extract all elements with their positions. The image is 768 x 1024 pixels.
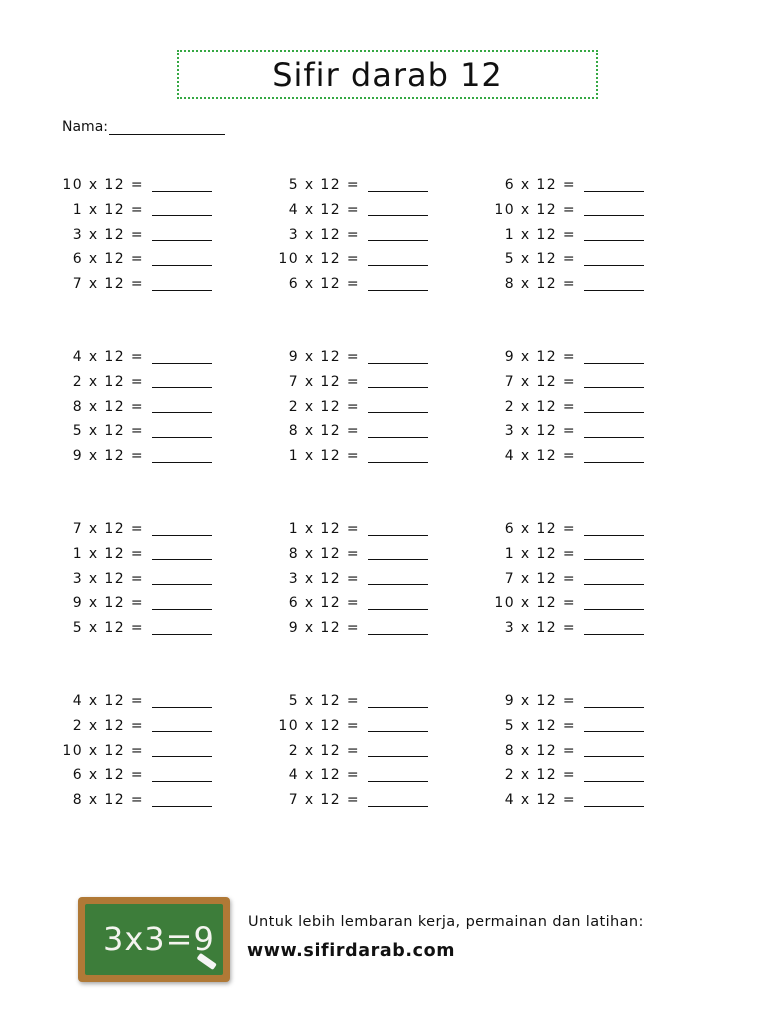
problem-expression: 1 x 12 = xyxy=(504,545,576,562)
problem-row xyxy=(278,569,428,589)
problem-row xyxy=(62,716,212,736)
answer-blank xyxy=(368,523,428,536)
answer-blank xyxy=(152,253,212,266)
answer-blank xyxy=(584,769,644,782)
problem-expression: 4 x 12 = xyxy=(288,201,360,218)
problem-row xyxy=(494,249,644,269)
answer-blank xyxy=(152,425,212,438)
problem-expression: 7 x 12 = xyxy=(72,276,144,293)
problem-expression: 6 x 12 = xyxy=(288,276,360,293)
problem-row xyxy=(278,175,428,195)
problem-row xyxy=(62,175,212,195)
chalkboard-surface xyxy=(85,904,223,975)
problem-row xyxy=(494,225,644,245)
problem-row xyxy=(62,249,212,269)
problem-row xyxy=(62,618,212,638)
problem-row xyxy=(278,347,428,367)
problem-expression: 8 x 12 = xyxy=(72,792,144,809)
problem-expression: 6 x 12 = xyxy=(72,251,144,268)
problem-expression: 10 x 12 = xyxy=(494,595,576,612)
chalk-equation-text: 3x3=9 xyxy=(103,920,215,958)
problem-row xyxy=(494,421,644,441)
chalk-equation xyxy=(85,904,223,975)
problem-row xyxy=(278,519,428,539)
problem-expression: 2 x 12 = xyxy=(504,767,576,784)
problem-row xyxy=(62,544,212,564)
answer-blank xyxy=(368,450,428,463)
problem-row xyxy=(494,741,644,761)
problem-row xyxy=(494,347,644,367)
problem-row xyxy=(278,618,428,638)
answer-blank xyxy=(152,794,212,807)
answer-blank xyxy=(368,400,428,413)
answer-blank xyxy=(368,597,428,610)
problem-row xyxy=(278,421,428,441)
problem-expression: 5 x 12 = xyxy=(504,251,576,268)
answer-blank xyxy=(152,523,212,536)
problem-expression: 10 x 12 = xyxy=(62,177,144,193)
page-title: Sifir darab 12 xyxy=(272,55,503,94)
problem-expression: 9 x 12 = xyxy=(72,595,144,612)
answer-blank xyxy=(584,597,644,610)
problem-expression: 10 x 12 = xyxy=(62,742,144,759)
problem-row xyxy=(278,397,428,417)
answer-blank xyxy=(368,794,428,807)
problem-expression: 9 x 12 = xyxy=(504,349,576,365)
answer-blank xyxy=(584,179,644,192)
answer-blank xyxy=(584,278,644,291)
problem-row xyxy=(62,372,212,392)
answer-blank xyxy=(368,547,428,560)
problem-expression: 5 x 12 = xyxy=(288,693,360,709)
problem-expression: 5 x 12 = xyxy=(72,620,144,637)
problem-expression: 2 x 12 = xyxy=(72,373,144,390)
answer-blank xyxy=(584,695,644,708)
problem-row xyxy=(62,741,212,761)
answer-blank xyxy=(368,228,428,241)
problem-expression: 3 x 12 = xyxy=(72,226,144,243)
problem-row xyxy=(494,446,644,466)
problem-row xyxy=(494,569,644,589)
name-field xyxy=(62,119,225,135)
problem-expression: 6 x 12 = xyxy=(504,521,576,537)
problem-row xyxy=(278,200,428,220)
problem-expression: 7 x 12 = xyxy=(504,373,576,390)
problem-row xyxy=(278,249,428,269)
problem-row xyxy=(62,397,212,417)
answer-blank xyxy=(152,278,212,291)
problem-expression: 3 x 12 = xyxy=(288,570,360,587)
problem-row xyxy=(494,716,644,736)
problem-row xyxy=(278,716,428,736)
problem-row xyxy=(494,175,644,195)
problem-row xyxy=(62,691,212,711)
answer-blank xyxy=(152,719,212,732)
answer-blank xyxy=(152,450,212,463)
answer-blank xyxy=(368,425,428,438)
problem-row xyxy=(62,519,212,539)
problem-row xyxy=(62,421,212,441)
problem-expression: 2 x 12 = xyxy=(288,398,360,415)
answer-blank xyxy=(368,695,428,708)
problem-row xyxy=(62,347,212,367)
answer-blank xyxy=(584,719,644,732)
problem-expression: 8 x 12 = xyxy=(72,398,144,415)
problem-expression: 7 x 12 = xyxy=(504,570,576,587)
problem-row xyxy=(62,569,212,589)
problem-expression: 8 x 12 = xyxy=(504,276,576,293)
chalkboard-icon xyxy=(78,897,230,982)
problem-expression: 8 x 12 = xyxy=(504,742,576,759)
problem-row xyxy=(278,765,428,785)
answer-blank xyxy=(152,203,212,216)
problem-row xyxy=(278,446,428,466)
problem-expression: 4 x 12 = xyxy=(288,767,360,784)
answer-blank xyxy=(368,572,428,585)
problem-row xyxy=(494,691,644,711)
problem-row xyxy=(278,372,428,392)
answer-blank xyxy=(152,400,212,413)
answer-blank xyxy=(584,375,644,388)
answer-blank xyxy=(152,228,212,241)
problem-row xyxy=(278,274,428,294)
answer-blank xyxy=(152,695,212,708)
answer-blank xyxy=(152,375,212,388)
problem-row xyxy=(494,397,644,417)
answer-blank xyxy=(152,597,212,610)
problem-row xyxy=(62,790,212,810)
problem-row xyxy=(494,372,644,392)
problem-row xyxy=(494,790,644,810)
problem-expression: 6 x 12 = xyxy=(288,595,360,612)
answer-blank xyxy=(584,450,644,463)
problem-row xyxy=(62,274,212,294)
problem-row xyxy=(62,765,212,785)
problem-expression: 1 x 12 = xyxy=(504,226,576,243)
problem-expression: 4 x 12 = xyxy=(72,693,144,709)
problem-row xyxy=(494,544,644,564)
problem-expression: 6 x 12 = xyxy=(72,767,144,784)
problem-expression: 10 x 12 = xyxy=(278,251,360,268)
problem-expression: 7 x 12 = xyxy=(288,373,360,390)
problem-expression: 5 x 12 = xyxy=(72,423,144,440)
problem-row xyxy=(494,765,644,785)
problem-row xyxy=(278,691,428,711)
problem-row xyxy=(62,225,212,245)
problem-expression: 3 x 12 = xyxy=(504,423,576,440)
problem-row xyxy=(278,544,428,564)
problem-expression: 10 x 12 = xyxy=(278,717,360,734)
problem-expression: 4 x 12 = xyxy=(72,349,144,365)
answer-blank xyxy=(584,351,644,364)
problem-expression: 3 x 12 = xyxy=(504,620,576,637)
problem-expression: 3 x 12 = xyxy=(72,570,144,587)
problem-expression: 9 x 12 = xyxy=(504,693,576,709)
answer-blank xyxy=(152,179,212,192)
answer-blank xyxy=(368,278,428,291)
answer-blank xyxy=(368,744,428,757)
problem-expression: 9 x 12 = xyxy=(72,448,144,465)
answer-blank xyxy=(584,228,644,241)
answer-blank xyxy=(152,769,212,782)
problem-row xyxy=(494,618,644,638)
problem-expression: 1 x 12 = xyxy=(72,201,144,218)
problem-row xyxy=(494,593,644,613)
footer-url-link[interactable]: www.sifirdarab.com xyxy=(247,941,456,961)
answer-blank xyxy=(584,572,644,585)
problem-expression: 9 x 12 = xyxy=(288,620,360,637)
answer-blank xyxy=(584,547,644,560)
answer-blank xyxy=(368,375,428,388)
answer-blank xyxy=(152,351,212,364)
problem-row xyxy=(278,225,428,245)
problem-expression: 1 x 12 = xyxy=(288,448,360,465)
answer-blank xyxy=(368,622,428,635)
problem-row xyxy=(278,790,428,810)
footer-text: Untuk lebih lembaran kerja, permainan dan latihan: xyxy=(248,914,644,930)
answer-blank xyxy=(152,744,212,757)
problem-row xyxy=(494,274,644,294)
problem-expression: 8 x 12 = xyxy=(288,545,360,562)
problem-expression: 7 x 12 = xyxy=(288,792,360,809)
answer-blank xyxy=(584,744,644,757)
problem-expression: 3 x 12 = xyxy=(288,226,360,243)
problem-row xyxy=(494,519,644,539)
answer-blank xyxy=(584,253,644,266)
answer-blank xyxy=(152,622,212,635)
problem-row xyxy=(278,741,428,761)
problem-expression: 4 x 12 = xyxy=(504,448,576,465)
answer-blank xyxy=(368,203,428,216)
answer-blank xyxy=(584,400,644,413)
problem-row xyxy=(278,593,428,613)
answer-blank xyxy=(368,719,428,732)
problem-expression: 10 x 12 = xyxy=(494,201,576,218)
answer-blank xyxy=(368,179,428,192)
answer-blank xyxy=(368,351,428,364)
answer-blank xyxy=(584,425,644,438)
answer-blank xyxy=(584,523,644,536)
problem-expression: 2 x 12 = xyxy=(288,742,360,759)
answer-blank xyxy=(584,203,644,216)
answer-blank xyxy=(152,572,212,585)
problem-expression: 7 x 12 = xyxy=(72,521,144,537)
answer-blank xyxy=(368,253,428,266)
problem-expression: 2 x 12 = xyxy=(504,398,576,415)
problem-expression: 9 x 12 = xyxy=(288,349,360,365)
problem-expression: 5 x 12 = xyxy=(288,177,360,193)
answer-blank xyxy=(584,794,644,807)
problem-expression: 4 x 12 = xyxy=(504,792,576,809)
problem-expression: 1 x 12 = xyxy=(72,545,144,562)
answer-blank xyxy=(152,547,212,560)
problem-row xyxy=(62,593,212,613)
problem-row xyxy=(62,446,212,466)
answer-blank xyxy=(584,622,644,635)
title-box xyxy=(177,50,598,99)
problem-expression: 8 x 12 = xyxy=(288,423,360,440)
name-label: Nama: xyxy=(62,119,108,135)
problem-expression: 1 x 12 = xyxy=(288,521,360,537)
problem-row xyxy=(494,200,644,220)
answer-blank xyxy=(368,769,428,782)
problem-expression: 5 x 12 = xyxy=(504,717,576,734)
problem-expression: 2 x 12 = xyxy=(72,717,144,734)
name-blank-line xyxy=(109,121,225,135)
problem-expression: 6 x 12 = xyxy=(504,177,576,193)
problem-row xyxy=(62,200,212,220)
